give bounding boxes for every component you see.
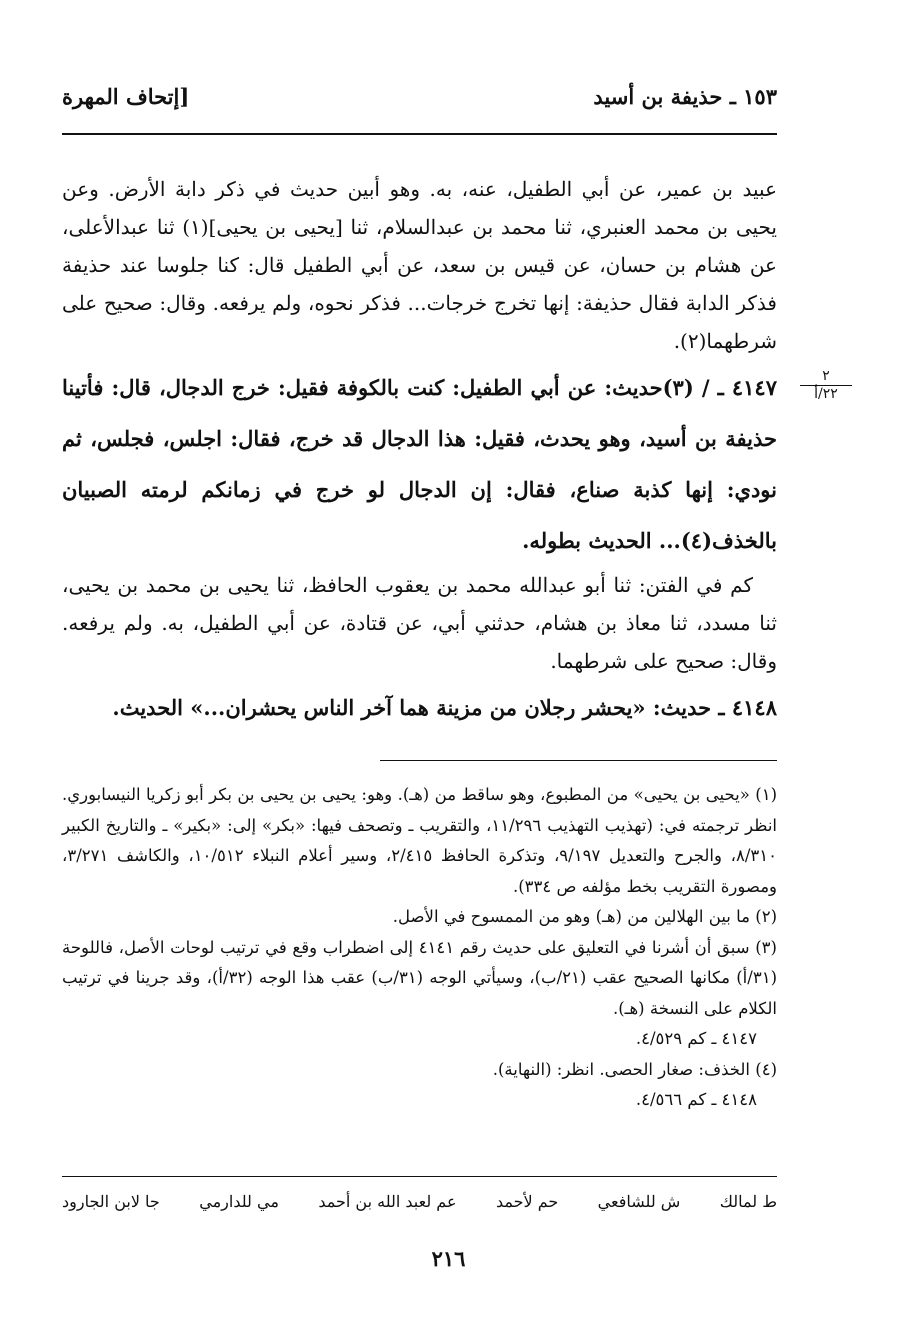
footnote-1: (١) «يحيى بن يحيى» من المطبوع، وهو ساقط من (هـ). وهو: يحيى بن يحيى بن بكر أبو زكريا النيسابوري. انظر ترجمته في: (تهذيب التهذيب ١١/٢٩٦، والتقريب ـ وتصحف فيها: «بكر» إلى: «بكير» ـ والتاريخ الكبير ٨/٣١٠، والجرح والتعديل ٩/١٩٧، وتذكرة الحافظ ٢/٤١٥، وسير أعلام النبلاء ١٠/٥١٢، والكاشف ٣/٢٧١، ومصورة التقريب بخط مؤلفه ص ٣٣٤). [62,785,778,896]
footnote-3: (٣) سبق أن أشرنا في التعليق على حديث رقم ٤١٤١ إلى اضطراب وقع في ترتيب لوحات الأصل، فاللوحة (٣١/أ) مكانها الصحيح عقب (٢١/ب)، وسيأتي الوجه (٣١/ب) عقب هذا الوجه (٣٢/أ)، وقد جرينا في ترتيب الكلام على النسخة (هـ). [62,937,777,1018]
margin-note-top: ٢ [800,368,852,386]
margin-folio-note [800,368,852,402]
hadith-4147: ٤١٤٧ ـ / (٣)حديث: عن أبي الطفيل: كنت بالكوفة فقيل: خرج الدجال، قال: فأتينا حذيفة بن أسيد، وهو يحدث، فقيل: هذا الدجال قد خرج، فقال: اجلس، فجلس، ثم نودي: إنها كذبة صناع، فقال: إن الدجال لو خرج في زمانكم لرمته الصبيان بالخذف(٤)... الحديث بطوله. [62,375,777,553]
footnotes [62,780,777,1116]
footnote-4: (٤) الخذف: صغار الحصى. انظر: (النهاية). [492,1059,777,1079]
running-header [62,84,777,120]
abbrev-item: عم لعبد الله بن أحمد [318,1192,457,1211]
hadith-4147-source: كم في الفتن: ثنا أبو عبدالله محمد بن يعقوب الحافظ، ثنا يحيى بن محمد بن يحيى، ثنا مسدد، ثنا معاذ بن هشام، حدثني أبي، عن قتادة، عن أبي الطفيل، به. ولم يرفعه. وقال: صحيح على شرطهما. [62,573,777,673]
book-title: [إتحاف المهرة [62,84,190,109]
abbreviations-key [62,1192,777,1222]
abbreviations-rule [62,1176,777,1177]
chapter-title: ١٥٣ ـ حذيفة بن أسيد [593,84,777,109]
abbrev-item: مي للدارمي [199,1192,279,1211]
abbrev-item: جا لابن الجارود [62,1192,160,1211]
main-text [62,170,777,733]
paragraph-continuation: عبيد بن عمير، عن أبي الطفيل، عنه، به. وهو أبين حديث في ذكر دابة الأرض. وعن يحيى بن محمد العنبري، ثنا محمد بن عبدالسلام، ثنا [يحيى بن يحيى](١) ثنا عبدالأعلى، عن هشام بن حسان، عن قيس بن سعد، عن أبي الطفيل قال: كنا جلوسا عند حذيفة فذكر الدابة فقال حذيفة: إنها تخرج خرجات... فذكر نحوه، ولم يرفعه. وقال: صحيح على شرطهما(٢). [62,177,777,353]
footnotes-separator [380,760,777,761]
abbrev-item: ش للشافعي [597,1192,681,1211]
source-ref-4147: ٤١٤٧ ـ كم ٤/٥٢٩. [635,1029,757,1048]
hadith-4148: ٤١٤٨ ـ حديث: «يحشر رجلان من مزينة هما آخر الناس يحشران...» الحديث. [112,695,777,720]
margin-note-bottom: ٢٢/أ [814,386,838,402]
abbrev-item: حم لأحمد [495,1192,559,1211]
footnote-2: (٢) ما بين الهلالين من (هـ) وهو من الممسوح في الأصل. [392,907,777,926]
header-rule [62,133,777,135]
abbrev-item: ط لمالك [719,1192,777,1211]
page-number: ٢١٦ [431,1246,466,1271]
source-ref-4148: ٤١٤٨ ـ كم ٤/٥٦٦. [635,1090,757,1109]
